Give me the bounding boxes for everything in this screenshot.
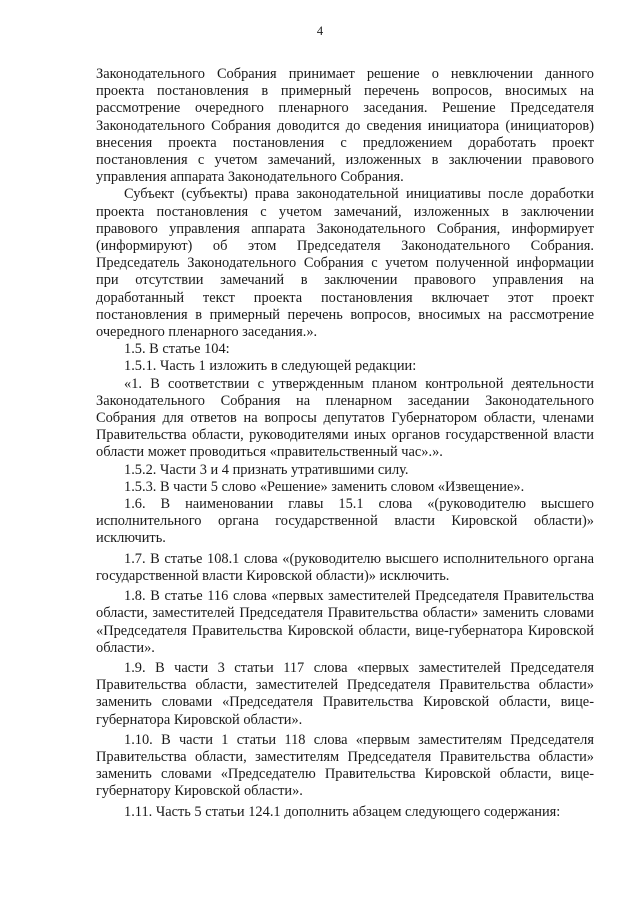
paragraph-item-1-5-2: 1.5.2. Части 3 и 4 признать утратившими силу. <box>124 461 409 478</box>
document-body <box>96 66 594 821</box>
paragraph-item-1-5-1: 1.5.1. Часть 1 изложить в следующей редакции: <box>124 358 417 375</box>
paragraph-subject-initiative: Субъект (субъекты) права законодательной инициативы после доработки проекта постановления с учетом замечаний, изложенных в заключении правового управления аппарата Законодательного Собрания, информирует (информируют) об этом Председателя Законодательного Собрания. Председатель Законодательного Собрания с учетом полученной информации при отсутствии замечаний в заключении правового управления на доработанный текст проекта постановления включает этот проект постановления в примерный перечень вопросов, вносимых на рассмотрение очередного пленарного заседания.». <box>96 186 594 341</box>
paragraph-continuation: Законодательного Собрания принимает решение о невключении данного проекта постановления в примерный перечень вопросов, вносимых на рассмотрение очередного пленарного заседания. Решение Председателя Законодательного Собрания доводится до сведения инициатора (инициаторов) внесения проекта постановления с предложением доработать проект постановления с учетом замечаний, изложенных в заключении правового управления аппарата Законодательного Собрания. <box>96 66 594 186</box>
paragraph-item-1-9: 1.9. В части 3 статьи 117 слова «первых заместителей Председателя Правительства области, заместителей Председателя Правительства области» заменить словами «Председателя Правительства Кировской области, вице-губернатора Кировской области». <box>96 659 594 728</box>
paragraph-item-1-10: 1.10. В части 1 статьи 118 слова «первым заместителям Председателя Правительства области, заместителям Председателя Правительства области» заменить словами «Председателю Правительства Кировской области, вице-губернатору Кировской области». <box>96 731 594 800</box>
paragraph-item-1-7: 1.7. В статье 108.1 слова «(руководителю высшего исполнительного органа государственной власти Кировской области)» исключить. <box>96 550 594 584</box>
paragraph-item-1-5: 1.5. В статье 104: <box>124 341 230 358</box>
paragraph-item-1-11: 1.11. Часть 5 статьи 124.1 дополнить абзацем следующего содержания: <box>124 803 561 820</box>
paragraph-item-1-6: 1.6. В наименовании главы 15.1 слова «(руководителю высшего исполнительного органа государственной власти Кировской области)» исключить. <box>96 496 594 547</box>
page-number: 4 <box>316 24 324 38</box>
paragraph-item-1-8: 1.8. В статье 116 слова «первых заместителей Председателя Правительства области, заместителей Председателя Правительства области» заменить словами «Председателя Правительства Кировской области, вице-губернатора Кировской области». <box>96 588 594 656</box>
paragraph-quoted-part-1: «1. В соответствии с утвержденным планом контрольной деятельности Законодательного Собрания на пленарном заседании Законодательного Собрания для ответов на вопросы депутатов Губернатором области, членами Правительства области, руководителями иных органов государственной власти области может проводиться «правительственный час».». <box>96 375 594 461</box>
paragraph-item-1-5-3: 1.5.3. В части 5 слово «Решение» заменить словом «Извещение». <box>124 478 525 495</box>
